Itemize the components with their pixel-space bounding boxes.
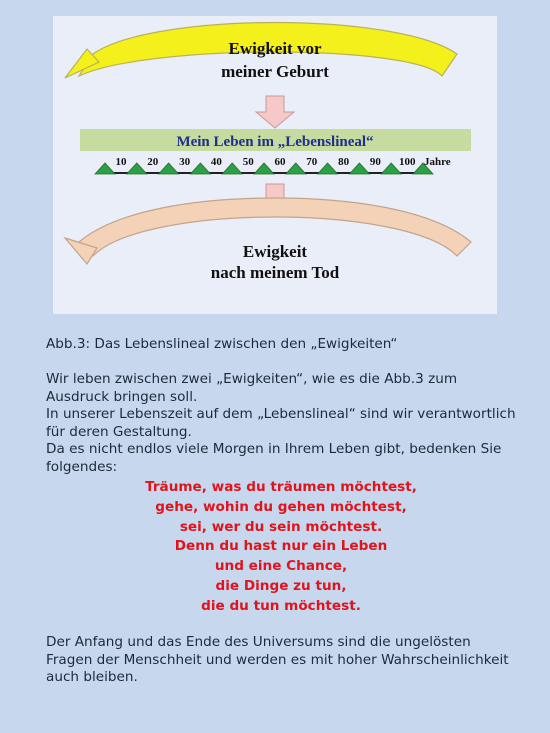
ruler-triangle (349, 163, 369, 174)
top-arc-line-1: Ewigkeit vor (228, 39, 322, 58)
poem-line: die du tun möchtest. (201, 597, 361, 614)
ruler-tick-label: 20 (147, 156, 159, 168)
figure-caption: Abb.3: Das Lebenslineal zwischen den „Ewigkeiten“ (46, 336, 398, 352)
ruler-triangle (127, 163, 147, 174)
bottom-arc-line-2: nach meinem Tod (210, 263, 340, 282)
ruler-triangle (318, 163, 338, 174)
poem-line: sei, wer du sein möchtest. (179, 518, 383, 535)
ruler-title: Mein Leben im „Lebenslineal“ (176, 134, 374, 150)
down-arrow-1 (256, 96, 294, 128)
ruler-triangle (286, 163, 306, 174)
paragraph-2: In unserer Lebenszeit auf dem „Lebenslineal“ sind wir verantwortlich für deren Gestaltung. (46, 406, 516, 440)
ruler-tick-label: 40 (210, 156, 222, 168)
ruler-unit: Jahre (424, 156, 451, 168)
ruler-triangle (159, 163, 179, 174)
ruler-tick-label: 50 (242, 156, 254, 168)
ruler-triangle (190, 163, 210, 174)
article-body (46, 336, 516, 687)
ruler-tick-label: 70 (306, 156, 318, 168)
lebenslineal-diagram (53, 16, 497, 314)
lebenslineal-figure (53, 16, 497, 314)
paragraph-1: Wir leben zwischen zwei „Ewigkeiten“, wie es die Abb.3 zum Ausdruck bringen soll. (46, 371, 458, 405)
ruler-tick-label: 10 (115, 156, 127, 168)
ruler-tick-label: 30 (179, 156, 191, 168)
poem (46, 478, 516, 617)
poem-line: gehe, wohin du gehen möchtest, (155, 498, 407, 515)
poem-line: und eine Chance, (214, 558, 348, 575)
bottom-arc-line-1: Ewigkeit (242, 242, 308, 261)
ruler-tick-label: 90 (369, 156, 381, 168)
ruler-triangle (222, 163, 242, 174)
paragraph-4: Der Anfang und das Ende des Universums sind die ungelösten Fragen der Menschheit und werden es mit hoher Wahrscheinlichkeit auch bleiben. (46, 634, 509, 686)
top-arc-line-2: meiner Geburt (221, 62, 329, 81)
poem-line: Denn du hast nur ein Leben (174, 538, 388, 555)
ruler-triangle (95, 163, 115, 174)
ruler-tick-label: 80 (338, 156, 350, 168)
ruler-tick-label: 100 (398, 156, 416, 168)
ruler-ticks (95, 156, 433, 174)
poem-line: die Dinge zu tun, (215, 577, 347, 594)
ruler-tick-label: 60 (274, 156, 286, 168)
paragraph-3: Da es nicht endlos viele Morgen in Ihrem Leben gibt, bedenken Sie folgendes: (46, 441, 502, 475)
ruler-triangle (254, 163, 274, 174)
poem-line: Träume, was du träumen möchtest, (145, 479, 417, 495)
